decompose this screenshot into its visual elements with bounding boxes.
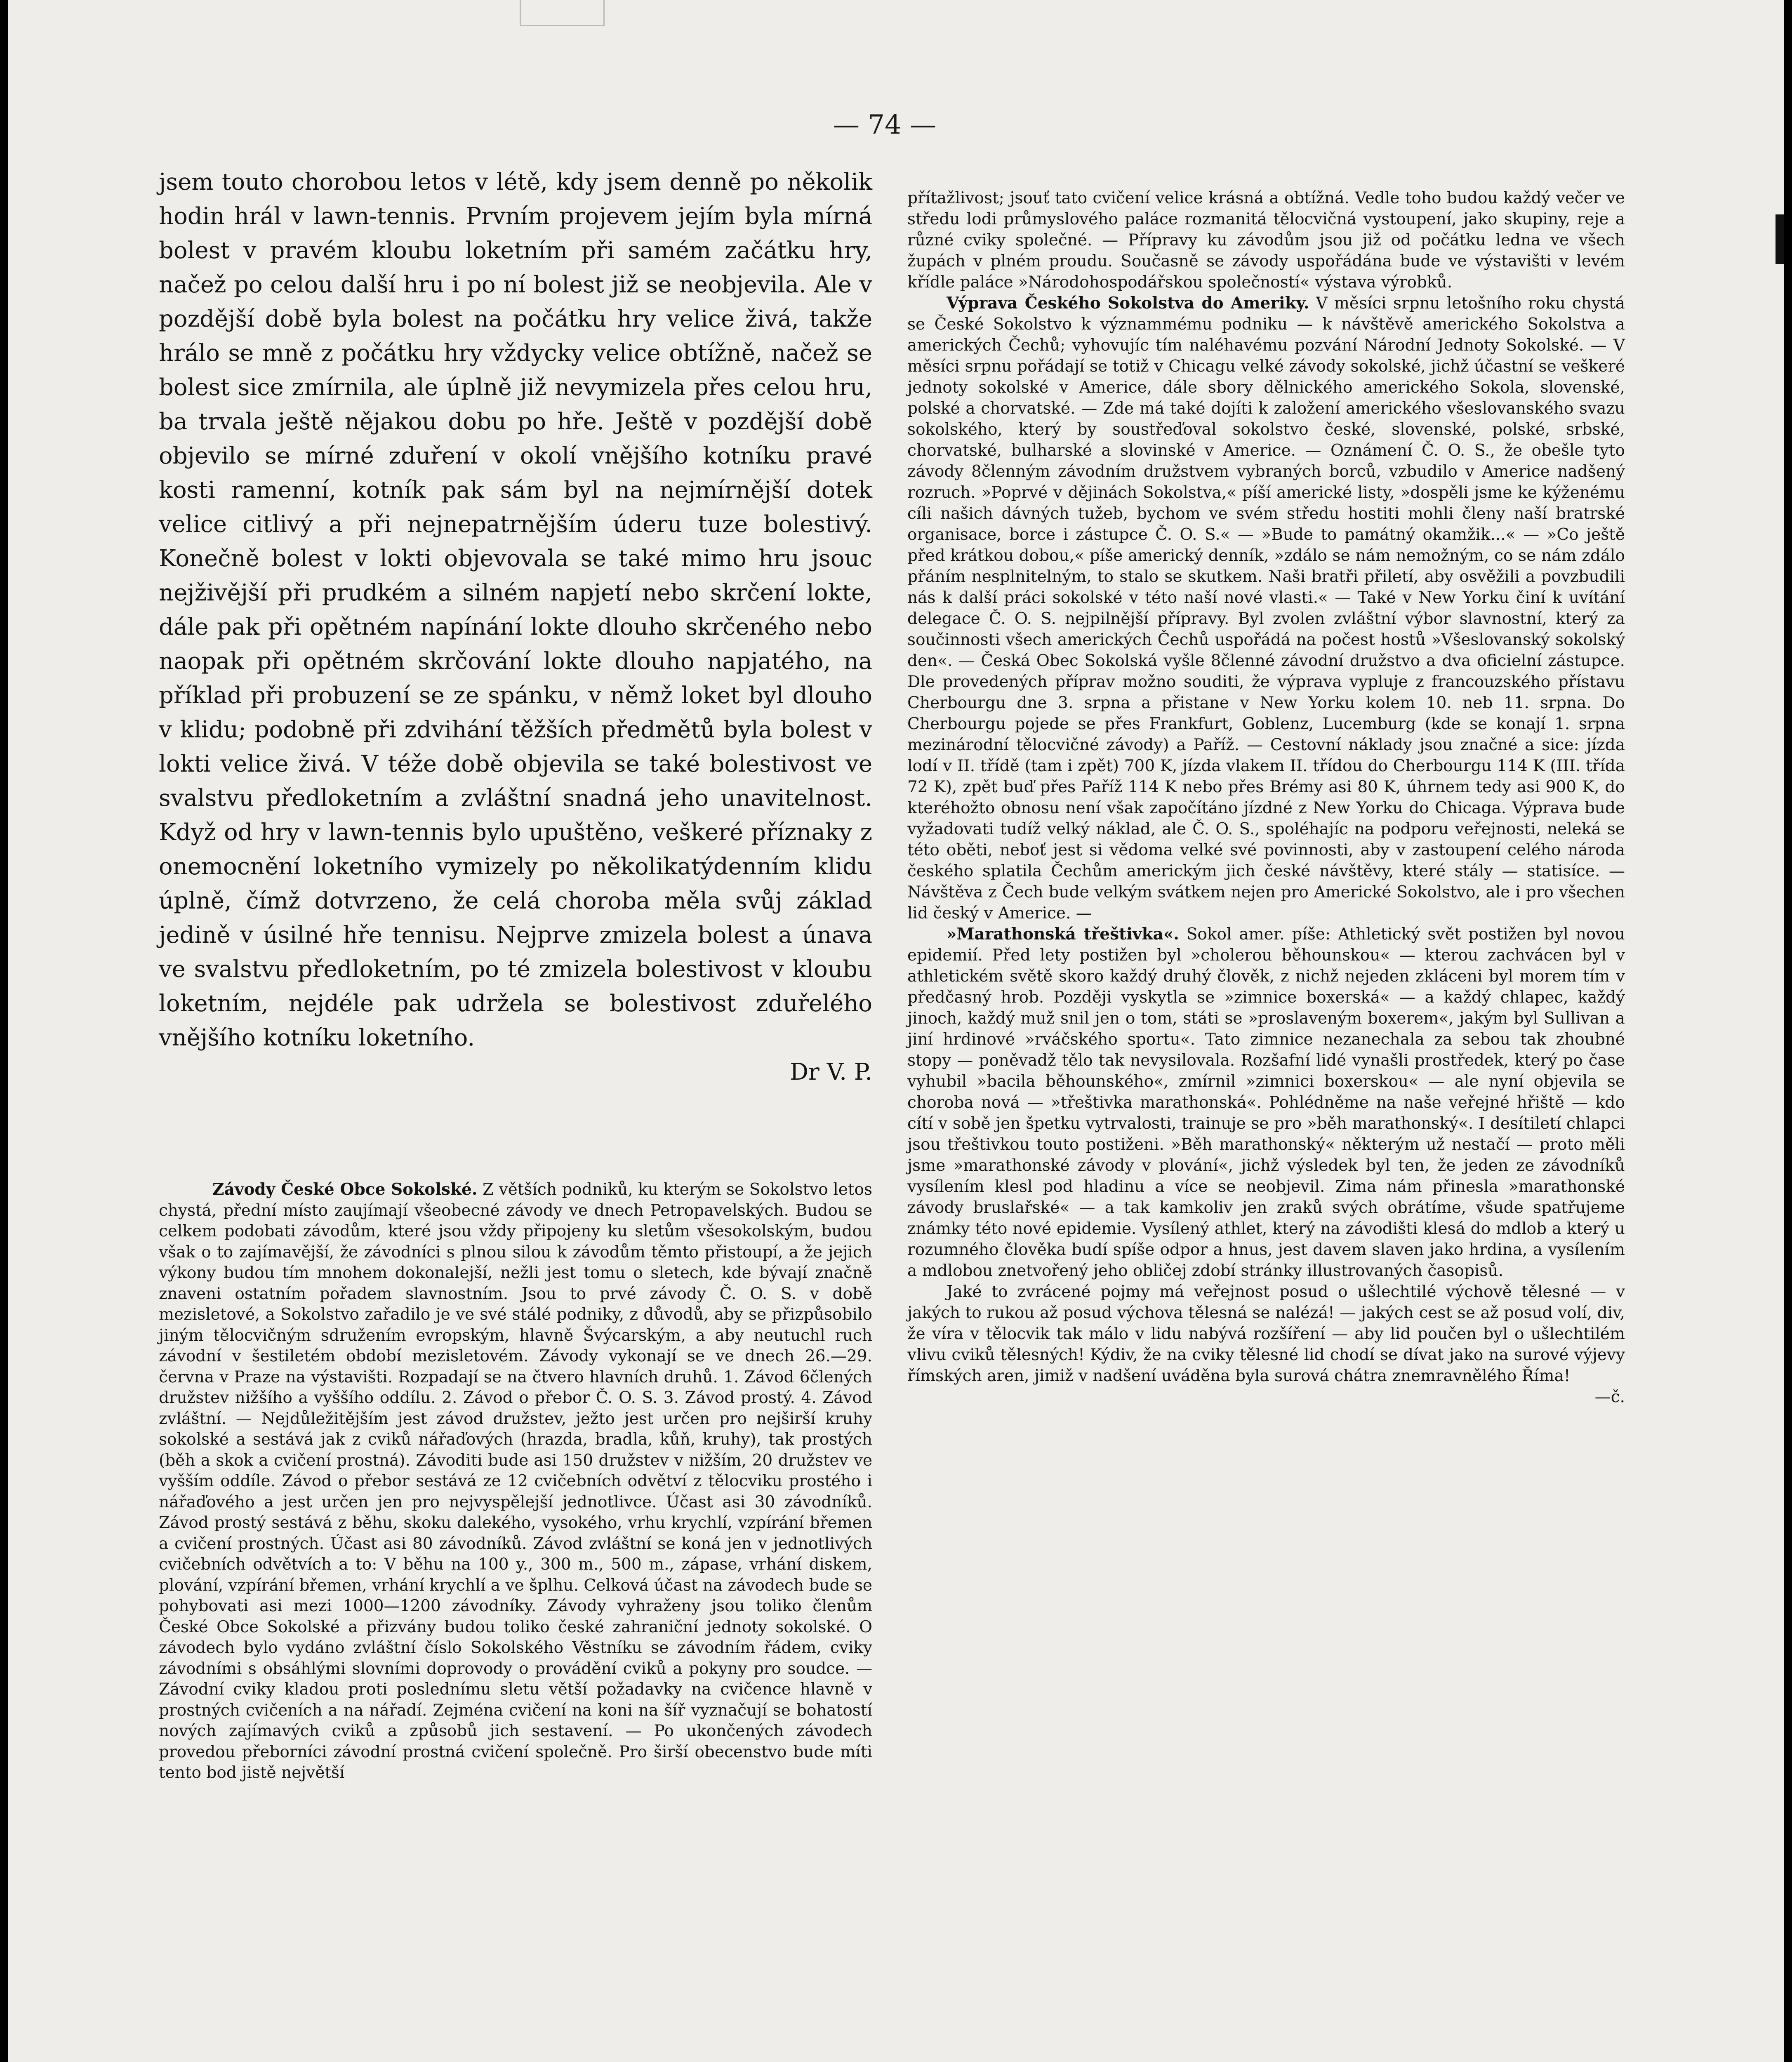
article3-paragraph — [907, 293, 1625, 924]
article4-text: Sokol amer. píše: Athletický svět postižen byl novou epidemií. Před lety postižen byl »cholerou běhounskou« — kterou zachvácen byl v athletickém světě skoro každý druhý člověk, z nichž nejeden zkláceni byl morem tím v předčasný hrob. Později vyskytla se »zimnice boxerská« — a každý chlapec, každý jinoch, každý muž snil jen o tom, státi se »proslaveným boxerem«, jakým byl Sullivan a jiní hrdinové »rváčského sportu«. Tato zimnice nezanechala za sebou tak zhoubné stopy — poněvadž tělo tak nevysilovala. Rozšafní lidé vynašli prostředek, který po čase vyhubil »bacila běhounského«, zmírnil »zimnici boxerskou« — ale nyní objevila se choroba nová — »třeštivka marathonská«. Pohlédněme na naše veřejné hřiště — kdo cítí v sobě jen špetku vytrvalosti, trainuje se pro »běh marathonský«. I desítiletí chlapci jsou třeštivkou touto postiženi. »Běh marathonský« některým už nestačí — proto měli jsme »marathonské závody v plování«, jichž výsledek byl ten, že jeden ze závodníků vysílením klesl pod hladinu a více se neobjevil. Zima nám přinesla »marathonské závody bruslařské« — a tak kamkoliv jen zraků svých obrátíme, všude spatřujeme známky této nové epidemie. Vysílený athlet, který na závodišti klesá do mdlob a který u rozumného člověka budí spíše odpor a hnus, jest davem slaven jako hrdina, a vysílením a mdlobou znetvořený jeho obličej zdobí stránky illustrovaných časopisů. — [907, 925, 1625, 1280]
scan-edge-mark — [520, 0, 605, 26]
continuation-text: přítažlivost; jsouť tato cvičení velice krásná a obtížná. Vedle toho budou každý večer ve středu lodi průmyslového paláce rozmanitá tělocvičná vystoupení, jako skupiny, reje a různé cviky společné. — Přípravy ku závodům jsou již od počátku ledna ve všech župách v plném proudu. Současně se závody uspořádána bude ve výstavišti v levém křídle paláce »Národohospodářskou společností« výstava výrobků. — [907, 189, 1625, 292]
left-column-bottom — [159, 1163, 872, 1800]
article4-paragraph — [907, 924, 1625, 1281]
article2-title: Závody České Obce Sokolské. — [212, 1180, 478, 1199]
article4-title: »Marathonská třeštivka«. — [947, 925, 1179, 944]
right-column — [907, 188, 1625, 1408]
article2-paragraph — [159, 1179, 872, 1784]
page-number: — 74 — — [833, 110, 937, 140]
article2-text: Z větších podniků, ku kterým se Sokolstvo letos chystá, přední místo zaujímají všeobecné závody ve dnech Petropavelských. Budou se celkem podobati závodům, které jsou vždy připojeny ku sletům všesokolským, budou však o to zajímavější, že závodníci s plnou silou k závodům těmto přistoupí, a že jejich výkony budou tím mnohem dokonalejší, nežli jest tomu o sletech, kde bývají značně znaveni ostatním pořadem slavnostním. Jsou to prvé závody Č. O. S. v době mezisletové, a Sokolstvo zařadilo je ve své stálé podniky, z důvodů, aby se přizpůsobilo jiným tělocvičným sdružením evropským, hlavně Švýcarským, a aby neutuchl ruch závodní v šestiletém období mezisletovém. Závody vykonají se ve dnech 26.—29. června v Praze na výstavišti. Rozpadají se na čtvero hlavních druhů. 1. Závod 6člených družstev nižšího a vyššího oddílu. 2. Závod o přebor Č. O. S. 3. Závod prostý. 4. Závod zvláštní. — Nejdůležitějším jest závod družstev, ježto jest určen pro nejširší kruhy sokolské a sestává jak z cviků nářaďových (hrazda, bradla, kůň, kruhy), tak prostých (běh a skok a cvičení prostná). Závoditi bude asi 150 družstev v nižším, 20 družstev ve vyšším oddíle. Závod o přebor sestává ze 12 cvičebních odvětví z tělocviku prostého i nářaďového a jest určen jen pro nejvyspělejší jednotlivce. Účast asi 30 závodníků. Závod prostý sestává z běhu, skoku dalekého, vysokého, vrhu krychlí, vzpírání břemen a cvičení prostných. Účast asi 80 závodníků. Závod zvláštní se koná jen v jednotlivých cvičebních odvětvích a to: V běhu na 100 y., 300 m., 500 m., zápase, vrhání diskem, plování, vzpírání břemen, vrhání krychlí a ve šplhu. Celková účast na závodech bude se pohybovati asi mezi 1000—1200 závodníky. Závody vyhraženy jsou toliko členům České Obce Sokolské a přizvány budou toliko české zahraniční jednoty sokolské. O závodech bylo vydáno zvláštní číslo Sokolského Věstníku se závodním řádem, cviky závodními s obsáhlými slovními doprovody o provádění cviků a pokyny pro soudce. — Závodní cviky kladou proti poslednímu sletu větší požadavky na cvičence hlavně v prostných cvičeních a na nářadí. Zejména cvičení na koni na šíř vyznačují se bohatostí nových zajímavých cviků a způsobů jich sestavení. — Po ukončených závodech provedou přeborníci závodní prostná cvičení společně. Pro širší obecenstvo bude míti tento bod jistě největší — [159, 1180, 873, 1782]
article3-title: Výprava Českého Sokolstva do Ameriky. — [947, 294, 1309, 313]
scan-edge-mark — [1776, 214, 1784, 264]
article1-signature: Dr V. P. — [790, 1059, 872, 1085]
scanned-page — [8, 0, 1784, 2062]
article3-text: V měsíci srpnu letošního roku chystá se České Sokolstvo k význammému podniku — k návštěvě amerického Sokolstva a amerických Čechů; vyhovujíc tím naléhavému pozvání Národní Jednoty Sokolské. — V měsíci srpnu pořádají se totiž v Chicagu velké závody sokolské, jichž účastní se veškeré jednoty sokolské v Americe, dále sbory dělnického amerického Sokola, slovenské, polské a chorvatské. — Zde má také dojíti k založení amerického všeslovanského svazu sokolského, který by soustřeďoval sokolstvo české, slovenské, polské, srbské, chorvatské, bulharské a slovinské v Americe. — Oznámení Č. O. S., že obešle tyto závody 8členným závodním družstvem vybraných borců, vzbudilo v Americe nadšený rozruch. »Poprvé v dějinách Sokolstva,« píší americké listy, »dospěli jsme ke kýženému cíli našich dávných tužeb, bychom ve svém středu hostiti mohli členy naší bratrské organisace, borce i zástupce Č. O. S.« — »Bude to památný okamžik...« — »Co ještě před krátkou dobou,« píše americký denník, »zdálo se nám nemožným, co se nám zdálo přáním nesplnitelným, to stalo se skutkem. Naši bratři přiletí, aby osvěžili a povzbudili nás k další práci sokolské v této naší nové vlasti.« — Také v New Yorku činí k uvítání delegace Č. O. S. nejpilnější přípravy. Byl zvolen zvláštní výbor slavnostní, který za součinnosti všech amerických Čechů uspořádá na počest hostů »Všeslovanský sokolský den«. — Česká Obec Sokolská vyšle 8členné závodní družstvo a dva oficielní zástupce. Dle provedených příprav možno souditi, že výprava vypluje z francouzského přístavu Cherbourgu dne 3. srpna a přistane v New Yorku kolem 10. neb 11. srpna. Do Cherbourgu pojede se přes Frankfurt, Goblenz, Lucemburg (kde se konají 1. srpna mezinárodní tělocvičné závody) a Paříž. — Cestovní náklady jsou značné a sice: jízda lodí v II. třídě (tam i zpět) 700 K, jízda vlakem II. třídou do Cherbourgu 114 K (III. třída 72 K), zpět buď přes Paříž 114 K nebo přes Brémy asi 80 K, úhrnem tedy asi 900 K, do kteréhožto obnosu není však započítáno jízdné z New Yorku do Chicaga. Výprava bude vyžadovati tudíž velký náklad, ale Č. O. S., spoléhajíc na podporu veřejnosti, neleká se této oběti, neboť jest si vědoma velké své povinnosti, aby v zastoupení celého národa českého splatila Čechům americkým jich české návštěvy, které stály — statisíce. — Návštěva z Čech bude velkým svátkem nejen pro Americké Sokolstvo, ale i pro všechen lid český v Americe. — — [907, 294, 1625, 923]
article4-signature: —č. — [1594, 1388, 1625, 1406]
article4-paragraph-2 — [907, 1281, 1625, 1406]
article1-text: jsem touto chorobou letos v létě, kdy jsem denně po několik hodin hrál v lawn-tennis. Prvním projevem jejím byla mírná bolest v pravém kloubu loketním při samém začátku hry, načež po celou další hru i po ní bolest již se neobjevila. Ale v pozdější době byla bolest na počátku hry velice živá, takže hrálo se mně z počátku hry vždycky velice obtížně, načež se bolest sice zmírnila, ale úplně již nevymizela přes celou hru, ba trvala ještě nějakou dobu po hře. Ještě v pozdější době objevilo se mírné zduření v okolí vnějšího kotníku pravé kosti ramenní, kotník pak sám byl na nejmírnější dotek velice citlivý a při nejnepatrnějším úderu tuze bolestivý. Konečně bolest v lokti objevovala se také mimo hru jsouc nejživější při prudkém a silném napjetí nebo skrčení lokte, dále pak při opětném napínání lokte dlouho skrčeného nebo naopak při opětném skrčování lokte dlouho napjatého, na příklad při probuzení se ze spánku, v němž loket byl dlouho v klidu; podobně při zdvihání těžších předmětů byla bolest v lokti velice živá. V téže době objevila se také bolestivost ve svalstvu předloketním a zvláštní snadná jeho unavitelnost. Když od hry v lawn-tennis bylo upuštěno, veškeré příznaky z onemocnění loketního vymizely po několikatýdenním klidu úplně, čímž dotvrzeno, že celá choroba měla svůj základ jedině v úsilné hře tennisu. Nejprve zmizela bolest a únava ve svalstvu předloketním, po té zmizela bolestivost v kloubu loketním, nejdéle pak udržela se bolestivost zduřelého vnějšího kotníku loketního. — [159, 169, 872, 1051]
left-column-top — [159, 165, 872, 1089]
article4-text-2: Jaké to zvrácené pojmy má veřejnost posud o ušlechtilé výchově tělesné — v jakých to rukou až posud výchova tělesná se nalézá! — jakých cest se až posud volí, div, že víra v tělocvik tak málo v lidu nabývá rozšíření — aby lid poučen byl o ušlechtilém vlivu cviků tělesných! Kýdiv, že na cviky tělesné lid chodí se dívat jako na surové výjevy římských aren, jimiž v nadšení uváděna byla surová chátra znemravnělého Říma! — [907, 1283, 1625, 1385]
